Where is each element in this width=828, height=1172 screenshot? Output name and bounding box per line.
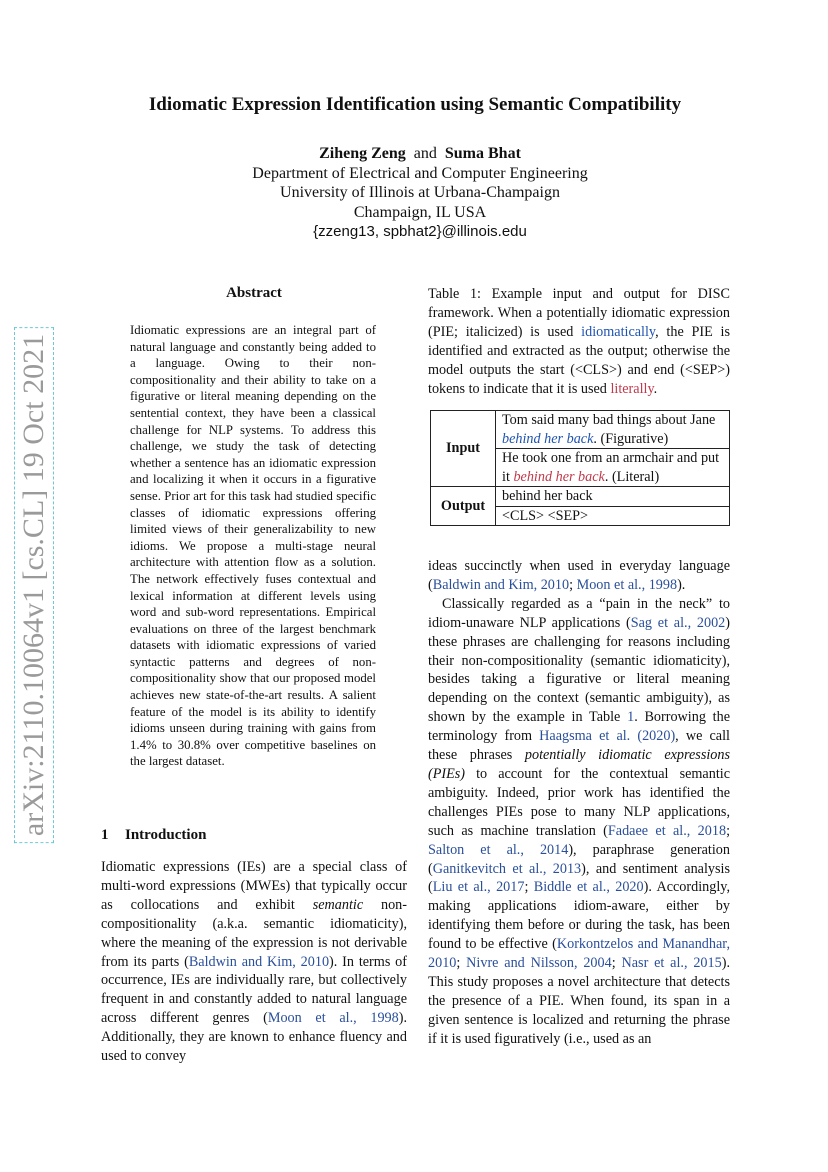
text-run: ). This study proposes a novel architecture that detects the presence of a PIE. When found, its span in a given sentence is localized and returning the phrase if it is used figuratively (i.e., used as an <box>428 955 730 1047</box>
text-run: ; <box>726 822 731 839</box>
citation-link[interactable]: Nasr et al., 2015 <box>621 955 722 972</box>
text-run: Classically regarded as a “pain in the neck” to idiom-unaware NLP applications ( <box>428 595 730 631</box>
text-run: He took one from an armchair and put it <box>502 450 720 485</box>
citation-link[interactable]: Ganitkevitch et al., 2013 <box>432 860 582 877</box>
text-run: Idiomatic expressions (IEs) are a special class of multi-word expressions (MWEs) that typically occur as collocations and exhibit <box>101 859 407 913</box>
introduction-paragraph <box>101 858 407 1066</box>
text-run: Tom said many bad things about Jane <box>502 412 716 428</box>
citation-link[interactable]: Korkontzelos and Manandhar, 2010 <box>428 936 730 972</box>
text-run: ). <box>677 576 686 593</box>
citation-link[interactable]: Salton et al., 2014 <box>428 841 569 858</box>
author-names <box>180 144 660 164</box>
text-run: ; <box>569 576 577 593</box>
citation-link[interactable]: Baldwin and Kim, 2010 <box>188 953 330 970</box>
section-number: 1 <box>101 827 109 843</box>
text-run: to account for the contextual semantic ambiguity. Indeed, prior work has identified the challenges PIEs pose to many NLP applications, such as machine translation ( <box>428 765 730 839</box>
table-row <box>431 487 730 507</box>
arxiv-identifier[interactable]: arXiv:2110.10064v1 [cs.CL] 19 Oct 2021 <box>14 327 54 843</box>
text-run: ). Additionally, they are known to enhance fluency and used to convey <box>101 1010 408 1065</box>
example-table <box>430 410 730 526</box>
table-row <box>431 411 730 449</box>
table-reference-link[interactable]: 1 <box>627 709 635 726</box>
figurative-highlight: idiomatically <box>581 323 656 340</box>
pie-literal: behind her back <box>513 468 605 485</box>
citation-link[interactable]: Fadaee et al., 2018 <box>607 822 727 839</box>
text-run: . (Literal) <box>604 468 660 485</box>
text-run: . (Figurative) <box>593 430 669 447</box>
table-cell: <CLS> <SEP> <box>496 506 730 526</box>
affiliation-line: Champaign, IL USA <box>353 203 487 221</box>
paragraph <box>428 557 730 595</box>
author-name: Suma Bhat <box>444 145 521 162</box>
text-run: ; <box>524 879 534 896</box>
affiliation-line: Department of Electrical and Computer Engineering <box>252 164 588 182</box>
pie-figurative: behind her back <box>502 430 594 447</box>
text-run: Table 1: Example input and output for DISC framework. When a potentially idiomatic expression (PIE; italicized) is used <box>428 286 730 340</box>
section-title: Introduction <box>125 827 207 843</box>
output-label: Output <box>431 487 496 526</box>
citation-link[interactable]: Liu et al., 2017 <box>432 879 525 896</box>
citation-link[interactable]: Moon et al., 1998 <box>576 576 678 593</box>
table-caption <box>428 285 730 398</box>
citation-link[interactable]: Baldwin and Kim, 2010 <box>432 576 570 593</box>
text-run: ), paraphrase generation ( <box>428 841 730 877</box>
citation-link[interactable]: Sag et al., 2002 <box>630 614 726 631</box>
text-run: ideas succinctly when used in everyday language ( <box>428 558 730 593</box>
text-run: ). In terms of occurrence, IEs are individually rare, but collectively frequent in and constantly added to natural language across different genres ( <box>101 953 407 1027</box>
text-run: non-compositionality (a.k.a. semantic idiomaticity), where the meaning of the expression is not derivable from its parts ( <box>101 896 407 970</box>
text-run: ; <box>456 955 467 972</box>
emphasis-text: potentially idiomatic expressions (PIEs) <box>428 747 730 782</box>
author-email: {zzeng13, spbhat2}@illinois.edu <box>313 223 527 240</box>
author-conjunction: and <box>413 145 437 162</box>
abstract-heading: Abstract <box>226 285 282 301</box>
table-cell <box>496 449 730 487</box>
section-heading <box>101 827 206 844</box>
table-cell: behind her back <box>496 487 730 507</box>
text-run: ), and sentiment analysis ( <box>428 860 730 896</box>
paragraph <box>428 595 730 1049</box>
text-run: ) these phrases are challenging for reasons including their non-compositionality (semantic idiomaticity), besides taking a figurative or literal meaning depending on the context (semantic ambiguity), as shown by the example in Table <box>428 614 730 726</box>
emphasis-text: semantic <box>312 896 364 913</box>
text-run: , the PIE is identified and extracted as the output; otherwise the model outputs the start (<CLS>) and end (<SEP>) tokens to indicate that it is used <box>428 323 731 397</box>
abstract-text: Idiomatic expressions are an integral part of natural language and constantly being added to a language. Owing to their non-compositionality and their ability to take on a figurative or literal meaning depending on the sentential context, they have been a classical challenge for NLP systems. To address this challenge, we study the task of detecting whether a sentence has an idiomatic expression and localizing it when it occurs in a figurative sense. Prior art for this task had studied specific classes of idiomatic expressions offering limited views of their generalizability to new idioms. We propose a multi-stage neural architecture with attention flow as a solution. The network effectively fuses contextual and lexical information at different levels using word and sub-word representations. Empirical evaluations on three of the largest benchmark datasets with idiomatic expressions of varied syntactic patterns and degrees of non-compositionality show that our proposed model achieves new state-of-the-art results. A salient feature of the model is its ability to identify idioms unseen during training with gains from 1.4% to 30.8% over competitive baselines on the largest dataset. <box>130 323 376 769</box>
input-label: Input <box>431 411 496 487</box>
text-run: ). Accordingly, making applications idiom-aware, either by identifying them before or during the task, has been found to be effective ( <box>428 879 731 953</box>
text-run: , we call these phrases <box>428 728 730 764</box>
citation-link[interactable]: Biddle et al., 2020 <box>533 879 644 896</box>
literal-highlight: literally <box>610 380 654 397</box>
arxiv-side-stamp <box>12 333 56 837</box>
citation-link[interactable]: Haagsma et al. (2020) <box>539 728 676 745</box>
paper-title: Idiomatic Expression Identification using Semantic Compatibility <box>148 94 682 115</box>
table-cell <box>496 411 730 449</box>
author-name: Ziheng Zeng <box>319 145 406 162</box>
affiliation-line: University of Illinois at Urbana-Champaign <box>280 184 560 201</box>
text-run: ; <box>611 955 622 972</box>
citation-link[interactable]: Nivre and Nilsson, 2004 <box>466 955 612 972</box>
author-block <box>180 144 660 242</box>
citation-link[interactable]: Moon et al., 1998 <box>267 1010 399 1027</box>
text-run: . <box>653 380 658 397</box>
text-run: . Borrowing the terminology from <box>428 709 730 745</box>
right-column-text <box>428 557 730 1049</box>
